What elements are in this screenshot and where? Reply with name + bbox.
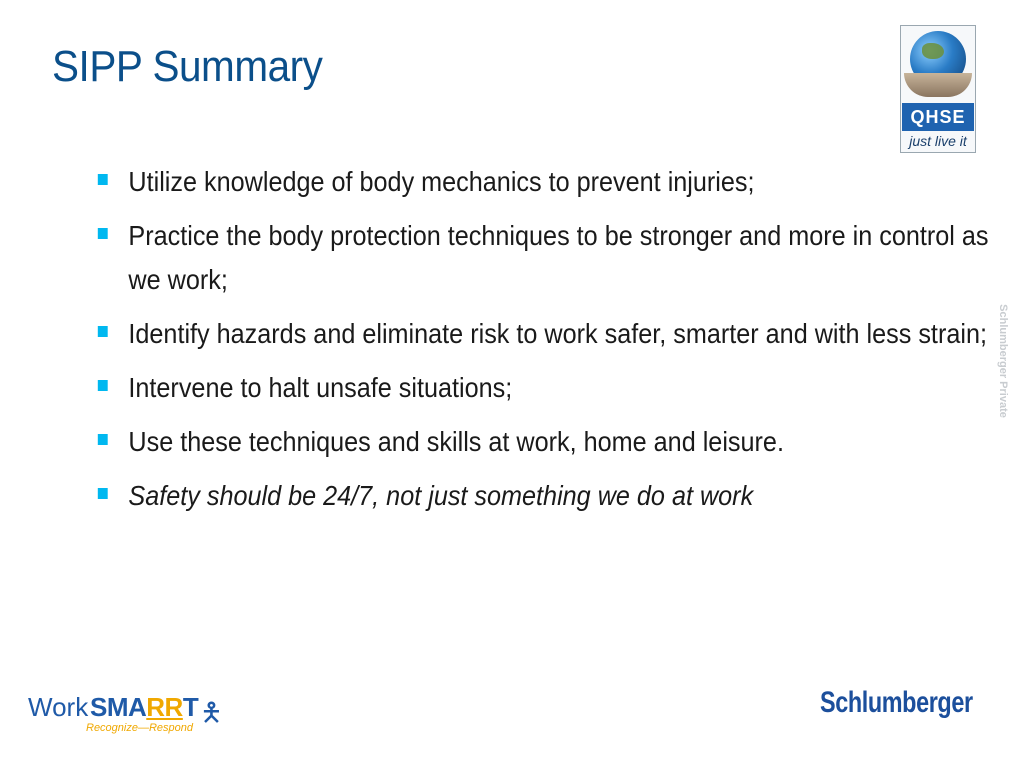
bullet-text: Practice the body protection techniques to be stronger and more in control as we work; <box>128 220 989 295</box>
square-bullet-icon <box>98 488 108 499</box>
worksmart-tagline: Recognize—Respond <box>86 722 194 734</box>
bullet-text: Utilize knowledge of body mechanics to prevent injuries; <box>128 166 755 197</box>
square-bullet-icon <box>98 228 108 239</box>
schlumberger-logo: Schlumberger <box>820 686 973 719</box>
bullet-item <box>96 312 992 356</box>
worksmart-t: T <box>182 692 199 722</box>
watermark <box>993 290 1013 440</box>
square-bullet-icon <box>98 380 108 391</box>
slide-title: SIPP Summary <box>52 42 323 91</box>
worksmart-logo <box>28 692 228 738</box>
square-bullet-icon <box>98 326 108 337</box>
bullet-list <box>96 160 989 528</box>
bullet-text: Use these techniques and skills at work, home and leisure. <box>128 426 784 457</box>
worksmart-smart <box>90 692 198 723</box>
square-bullet-icon <box>98 174 108 185</box>
bullet-item <box>96 160 992 204</box>
qhse-logo <box>900 25 976 153</box>
worksmart-work: Work <box>28 692 89 722</box>
person-icon: 🯅 <box>200 697 223 727</box>
worksmart-rr: RR <box>146 692 183 722</box>
qhse-tagline: just live it <box>909 133 967 149</box>
bullet-item <box>96 366 992 410</box>
bullet-text: Safety should be 24/7, not just something we do at work <box>128 480 754 511</box>
bullet-text: Identify hazards and eliminate risk to work safer, smarter and with less strain; <box>128 318 987 349</box>
bullet-item <box>96 474 992 518</box>
bullet-item <box>96 214 992 302</box>
watermark-text: Schlumberger Private <box>997 304 1009 418</box>
globe-land-shape <box>922 43 944 59</box>
qhse-badge: QHSE <box>902 103 974 131</box>
square-bullet-icon <box>98 434 108 445</box>
bullet-item <box>96 420 992 464</box>
bullet-text: Intervene to halt unsafe situations; <box>128 372 513 403</box>
worksmart-sma: SMA <box>90 692 147 722</box>
